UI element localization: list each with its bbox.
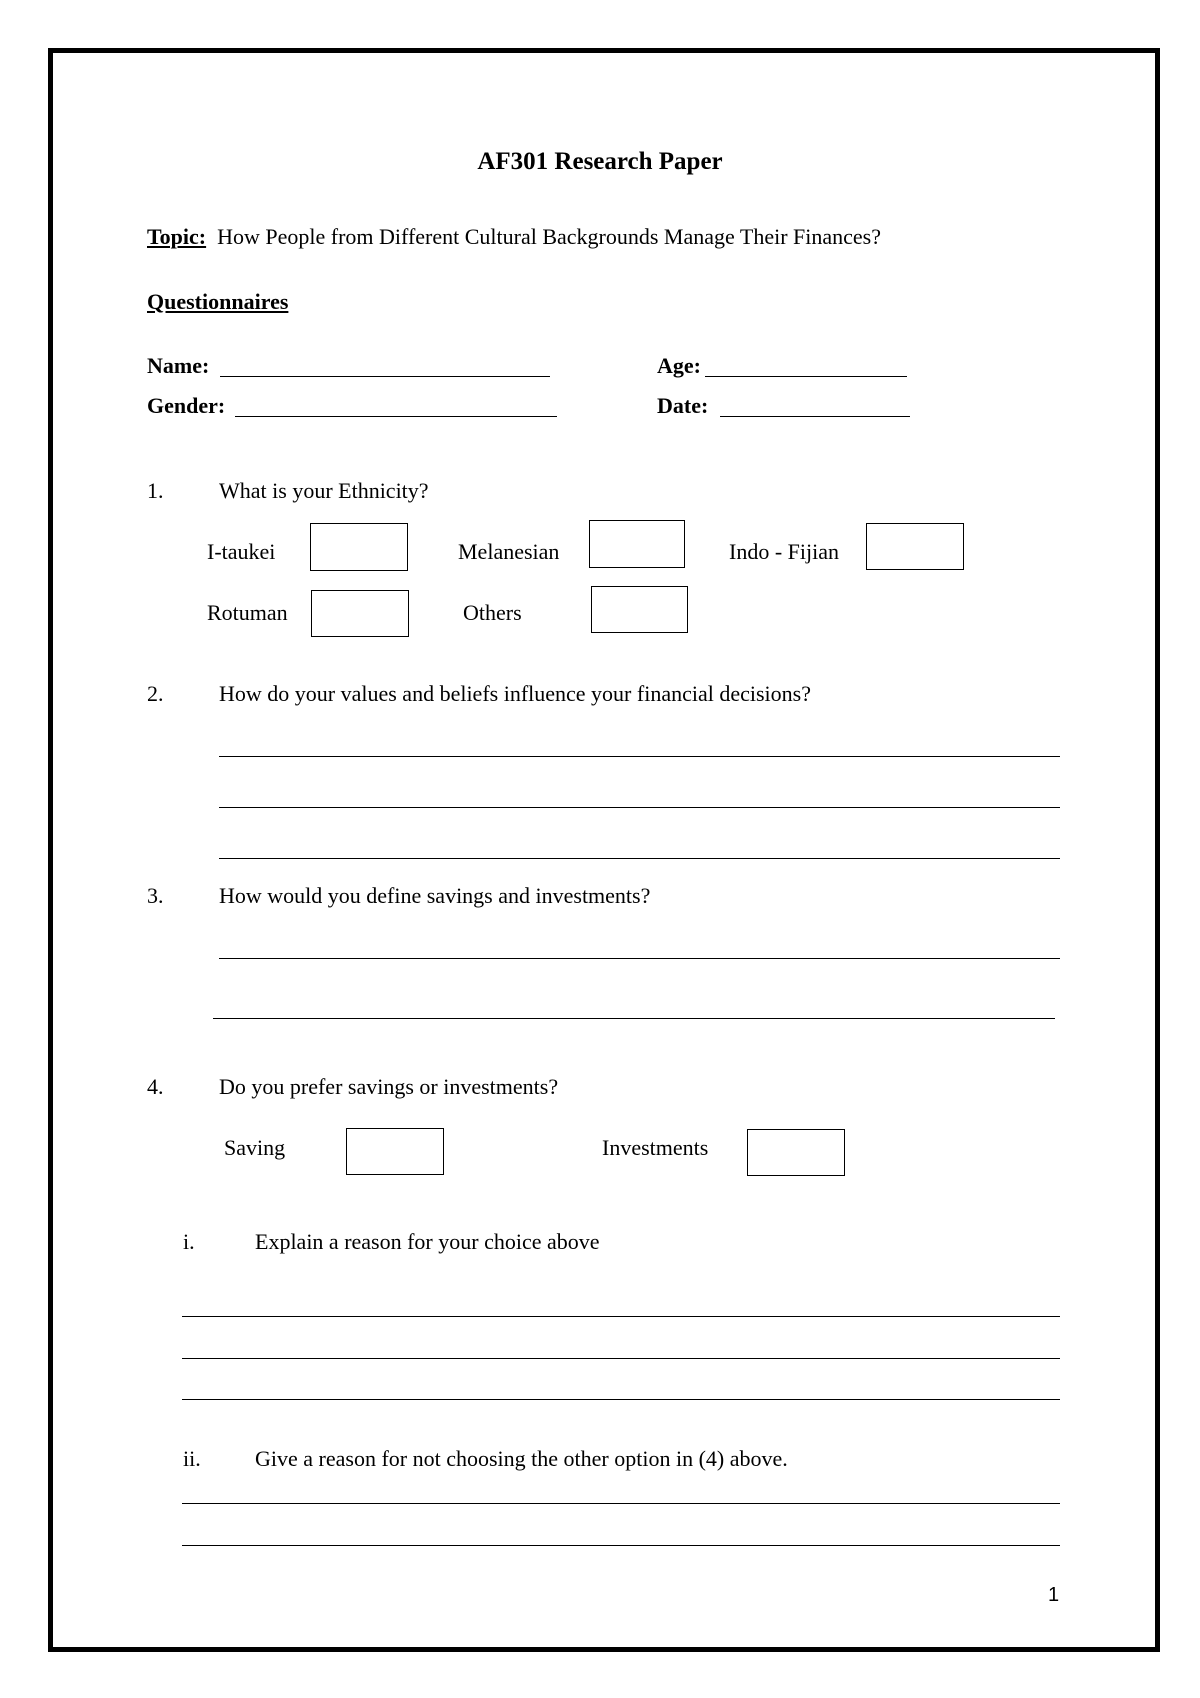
document-title: AF301 Research Paper [477,148,723,175]
question-text: Do you prefer savings or investments? [219,1074,559,1099]
question-number: 3. [147,883,164,908]
checkbox-investments[interactable] [747,1129,845,1176]
option-label-itaukei: I-taukei [207,539,276,564]
answer-line[interactable] [182,1503,1060,1504]
option-label-investments: Investments [602,1135,709,1160]
answer-line[interactable] [219,756,1060,757]
gender-label: Gender: [147,393,226,418]
checkbox-others[interactable] [591,586,688,633]
question-text: What is your Ethnicity? [219,478,429,503]
question-text: How do your values and beliefs influence your financial decisions? [219,681,811,706]
checkbox-saving[interactable] [346,1128,444,1175]
subquestion-number: ii. [183,1446,201,1471]
question-number: 4. [147,1074,164,1099]
question-text: How would you define savings and investments? [219,883,651,908]
answer-line[interactable] [182,1545,1060,1546]
subquestion-text: Explain a reason for your choice above [255,1229,600,1254]
answer-line[interactable] [219,807,1060,808]
option-label-indo-fijian: Indo - Fijian [729,539,839,564]
page-number: 1 [1048,1584,1060,1606]
option-label-melanesian: Melanesian [458,539,560,564]
date-label: Date: [657,393,709,418]
checkbox-itaukei[interactable] [310,523,408,571]
subquestion-number: i. [183,1229,195,1254]
checkbox-indo-fijian[interactable] [866,523,964,570]
section-heading: Questionnaires [147,289,289,314]
topic-text: How People from Different Cultural Backgrounds Manage Their Finances? [217,224,881,249]
option-label-others: Others [463,600,522,625]
question-number: 1. [147,478,164,503]
topic-label: Topic: [147,224,207,249]
age-input-line[interactable] [705,376,907,377]
topic-line [147,224,881,250]
age-label: Age: [657,353,701,378]
checkbox-melanesian[interactable] [589,520,685,568]
gender-input-line[interactable] [235,416,557,417]
answer-line[interactable] [182,1358,1060,1359]
option-label-rotuman: Rotuman [207,600,288,625]
checkbox-rotuman[interactable] [311,590,409,637]
name-label: Name: [147,353,210,378]
answer-line[interactable] [213,1018,1055,1019]
answer-line[interactable] [219,858,1060,859]
answer-line[interactable] [182,1399,1060,1400]
subquestion-text: Give a reason for not choosing the other option in (4) above. [255,1446,788,1471]
name-input-line[interactable] [220,376,550,377]
answer-line[interactable] [219,958,1060,959]
date-input-line[interactable] [720,416,910,417]
answer-line[interactable] [182,1316,1060,1317]
question-number: 2. [147,681,164,706]
option-label-saving: Saving [224,1135,286,1160]
